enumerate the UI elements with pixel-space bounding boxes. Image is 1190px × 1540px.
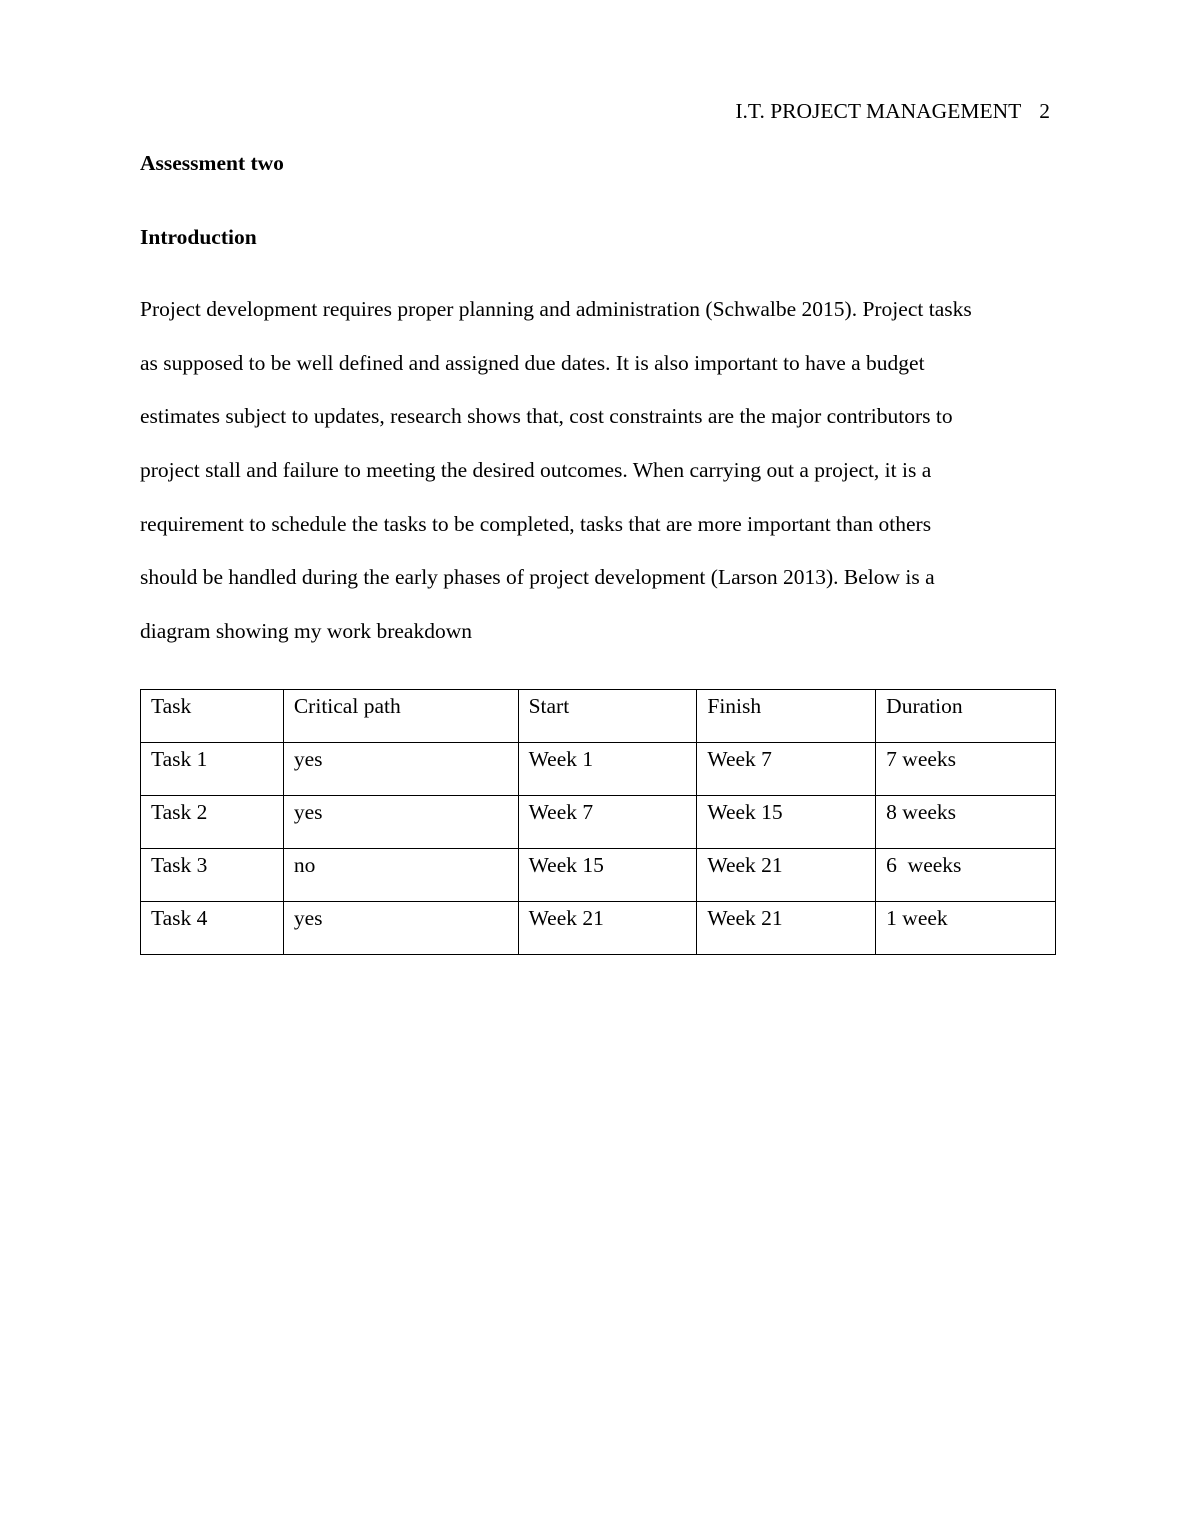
paragraph-line: as supposed to be well defined and assigned due dates. It is also important to have a budget (140, 350, 925, 375)
cell-finish: Week 15 (697, 796, 876, 849)
cell-finish: Week 7 (697, 743, 876, 796)
cell-start: Week 7 (518, 796, 697, 849)
cell-duration: 1 week (876, 902, 1056, 955)
table-row (141, 849, 1056, 902)
cell-critical-path: yes (283, 902, 518, 955)
cell-task: Task 1 (141, 743, 284, 796)
cell-finish: Week 21 (697, 902, 876, 955)
header-cell-task: Task (141, 690, 284, 743)
paragraph-line: diagram showing my work breakdown (140, 619, 472, 644)
table-header-row (141, 690, 1056, 743)
header-cell-duration: Duration (876, 690, 1056, 743)
paragraph-line: estimates subject to updates, research shows that, cost constraints are the major contributors to (140, 404, 953, 429)
cell-task: Task 3 (141, 849, 284, 902)
cell-start: Week 21 (518, 902, 697, 955)
running-header (735, 98, 1050, 124)
cell-duration: 8 weeks (876, 796, 1056, 849)
cell-duration: 6 weeks (876, 849, 1056, 902)
header-cell-critical-path: Critical path (283, 690, 518, 743)
cell-finish: Week 21 (697, 849, 876, 902)
work-breakdown-table (140, 689, 1056, 955)
running-title: I.T. PROJECT MANAGEMENT (735, 99, 1022, 123)
paragraph-line: Project development requires proper planning and administration (Schwalbe 2015). Project tasks (140, 297, 972, 321)
table-row (141, 743, 1056, 796)
cell-critical-path: yes (283, 796, 518, 849)
table-row (141, 902, 1056, 955)
header-cell-start: Start (518, 690, 697, 743)
paragraph-line: project stall and failure to meeting the desired outcomes. When carrying out a project, it is a (140, 458, 932, 483)
cell-task: Task 4 (141, 902, 284, 955)
cell-critical-path: yes (283, 743, 518, 796)
paragraph-line: requirement to schedule the tasks to be completed, tasks that are more important than others (140, 511, 932, 536)
page-number: 2 (1039, 99, 1050, 123)
cell-duration: 7 weeks (876, 743, 1056, 796)
table-row (141, 796, 1056, 849)
header-cell-finish: Finish (697, 690, 876, 743)
cell-start: Week 15 (518, 849, 697, 902)
cell-task: Task 2 (141, 796, 284, 849)
cell-critical-path: no (283, 849, 518, 902)
introduction-heading: Introduction (140, 225, 257, 249)
cell-start: Week 1 (518, 743, 697, 796)
paragraph-line: should be handled during the early phases of project development (Larson 2013). Below is a (140, 565, 935, 590)
assessment-heading: Assessment two (140, 151, 284, 175)
introduction-paragraph (140, 292, 1055, 668)
